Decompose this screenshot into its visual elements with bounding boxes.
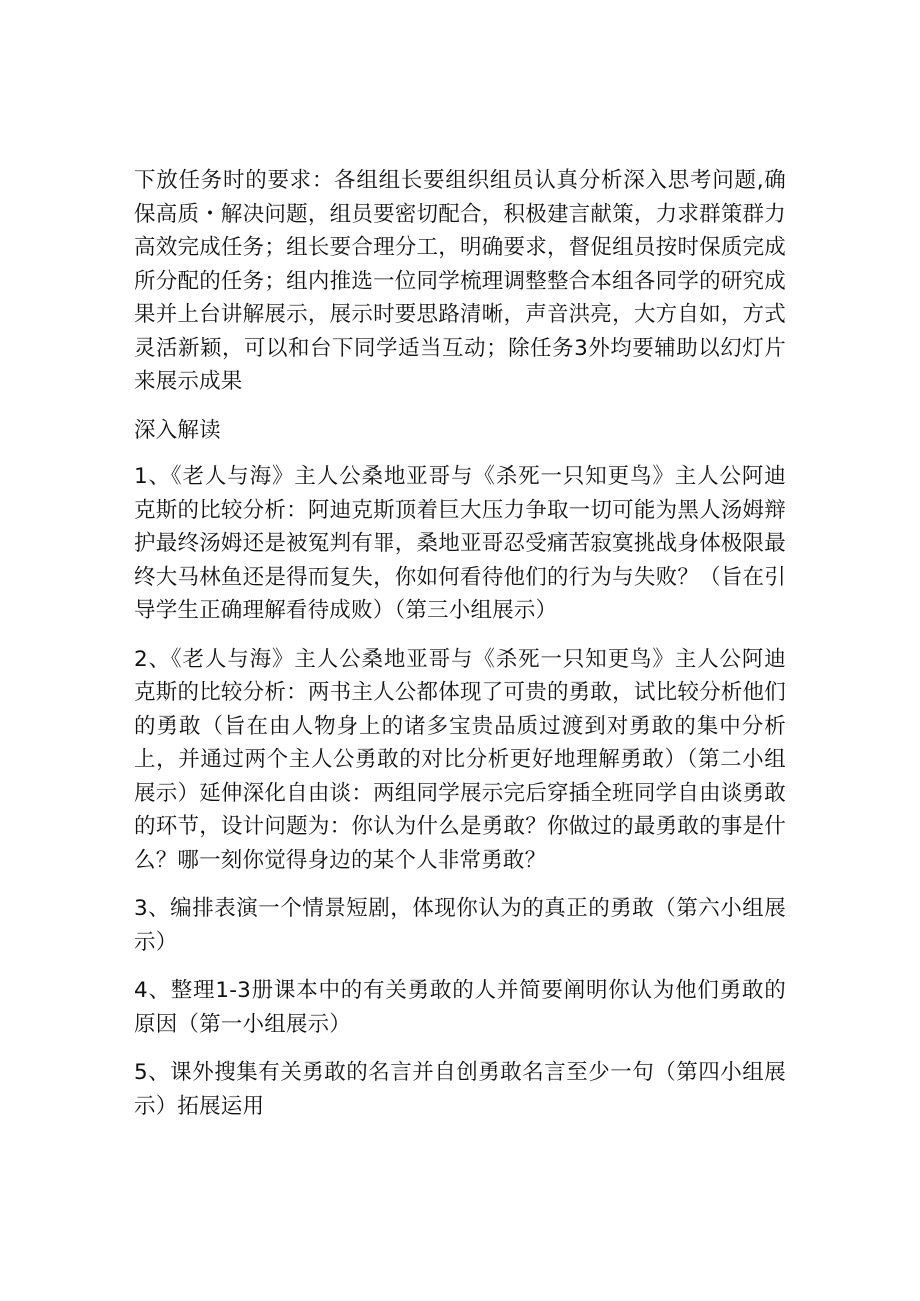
- document-body: [134, 164, 786, 1138]
- item-3-paragraph: 3、编排表演一个情景短剧，体现你认为的真正的勇敢（第六小组展示）: [134, 896, 786, 955]
- item-2-paragraph: 2、《老人与海》主人公桑地亚哥与《杀死一只知更鸟》主人公阿迪克斯的比较分析：两书主人公都体现了可贵的勇敢，试比较分析他们的勇敢（旨在由人物身上的诸多宝贵品质过渡到对勇敢的集中分析上，并通过两个主人公勇敢的对比分析更好地理解勇敢）（第二小组展示）延伸深化自由谈：两组同学展示完后穿插全班同学自由谈勇敢的环节，设计问题为：你认为什么是勇敢？你做过的最勇敢的事是什么？哪一刻你觉得身边的某个人非常勇敢？: [134, 646, 786, 873]
- item-1-paragraph: 1、《老人与海》主人公桑地亚哥与《杀死一只知更鸟》主人公阿迪克斯的比较分析：阿迪克斯顶着巨大压力争取一切可能为黑人汤姆辩护最终汤姆还是被冤判有罪，桑地亚哥忍受痛苦寂寞挑战身体极限最终大马林鱼还是得而复失，你如何看待他们的行为与失败？（旨在引导学生正确理解看待成败）（第三小组展示）: [134, 464, 786, 623]
- section-heading: 深入解读: [134, 417, 221, 443]
- item-5-paragraph: 5、课外搜集有关勇敢的名言并自创勇敢名言至少一句（第四小组展示）拓展运用: [134, 1060, 786, 1119]
- item-4-paragraph: 4、整理1-3册课本中的有关勇敢的人并简要阐明你认为他们勇敢的原因（第一小组展示）: [134, 978, 786, 1037]
- task-requirements-paragraph: 下放任务时的要求：各组组长要组织组员认真分析深入思考问题,确保高质・解决问题，组员要密切配合，积极建言献策，力求群策群力高效完成任务；组长要合理分工，明确要求，督促组员按时保质完成所分配的任务；组内推选一位同学梳理调整整合本组各同学的研究成果并上台讲解展示，展示时要思路清晰，声音洪亮，大方自如，方式灵活新颖，可以和台下同学适当互动；除任务3外均要辅助以幻灯片来展示成果: [134, 168, 786, 394]
